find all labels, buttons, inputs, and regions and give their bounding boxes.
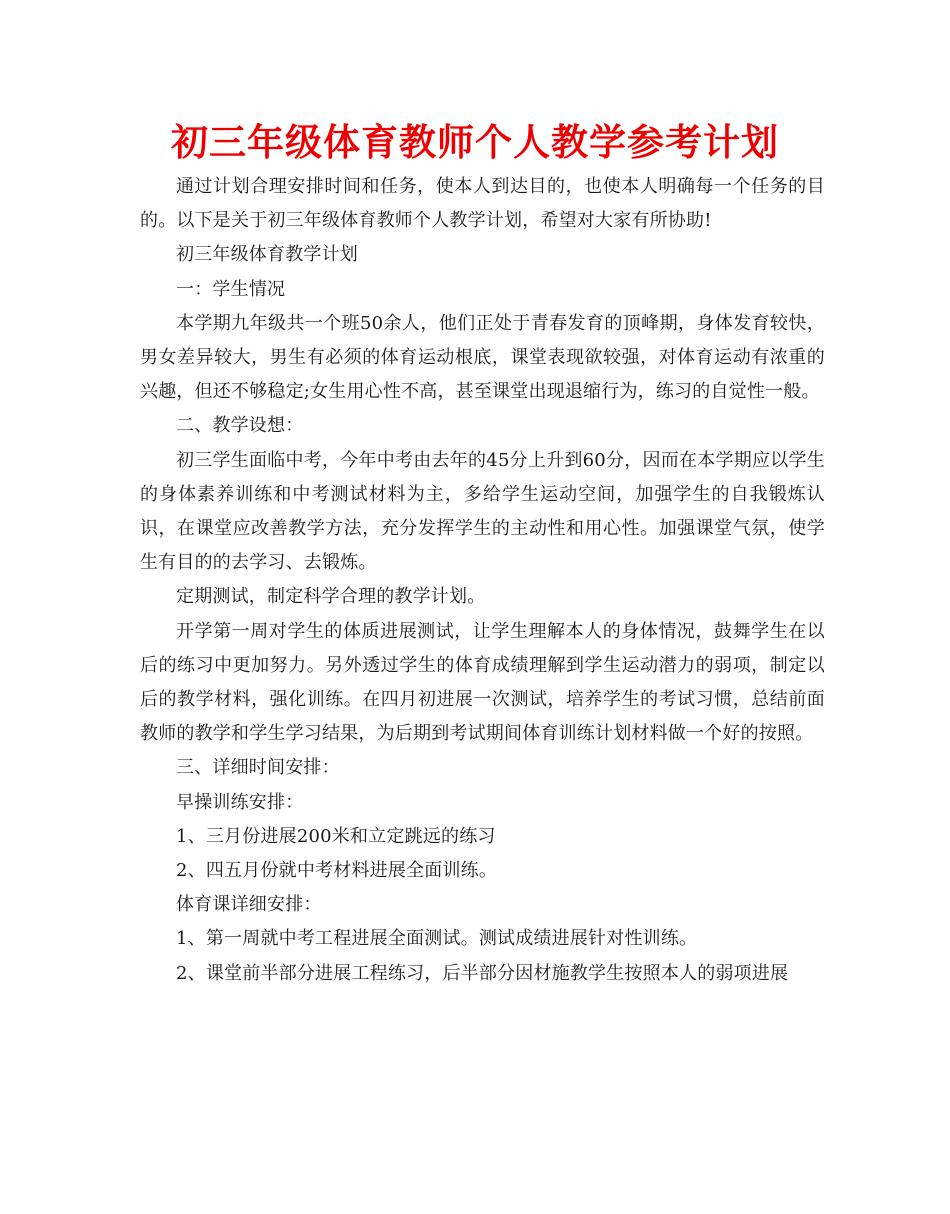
subheading-morning-training: 早操训练安排：: [176, 791, 304, 813]
section-heading-schedule: 三、详细时间安排：: [176, 757, 340, 779]
paragraph-teaching-idea: 初三学生面临中考，今年中考由去年的45分上升到60分，因而在本学期应以学生的身体素养训练和中考测试材料为主，多给学生运动空间，加强学生的自我锻炼认识，在课堂应改善教学方法，充分发挥学生的主动性和用心性。加强课堂气氛，使学生有目的的去学习、去锻炼。: [140, 449, 825, 574]
list-item: 1、第一周就中考工程进展全面测试。测试成绩进展针对性训练。: [176, 928, 698, 950]
list-item: 2、四五月份就中考材料进展全面训练。: [176, 860, 498, 882]
paragraph-first-week-test: 开学第一周对学生的体质进展测试，让学生理解本人的身体情况，鼓舞学生在以后的练习中更加努力。另外透过学生的体育成绩理解到学生运动潜力的弱项，制定以后的教学材料，强化训练。在四月初进展一次测试，培养学生的考试习惯，总结前面教师的教学和学生学习结果，为后期到考试期间体育训练计划材料做一个好的按照。: [140, 620, 825, 745]
list-item: 1、三月份进展200米和立定跳远的练习: [176, 825, 496, 847]
list-item: 2、课堂前半部分进展工程练习，后半部分因材施教学生按照本人的弱项进展: [176, 962, 789, 984]
subheading-pe-class: 体育课详细安排：: [176, 894, 322, 916]
paragraph-regular-tests: 定期测试，制定科学合理的教学计划。: [176, 586, 486, 608]
document-title: 初三年级体育教师个人教学参考计划: [171, 121, 779, 164]
paragraph-students: 本学期九年级共一个班50余人，他们正处于青春发育的顶峰期，身体发育较快，男女差异较大，男生有必须的体育运动根底，课堂表现欲较强，对体育运动有浓重的兴趣，但还不够稳定;女生用心性不高，甚至课堂出现退缩行为，练习的自觉性一般。: [140, 312, 825, 403]
paragraph-intro: 通过计划合理安排时间和任务，使本人到达目的，也使本人明确每一个任务的目的。以下是关于初三年级体育教师个人教学计划，希望对大家有所协助!: [140, 176, 825, 232]
paragraph-plan-heading: 初三年级体育教学计划: [176, 244, 358, 266]
section-heading-teaching-idea: 二、教学设想：: [176, 415, 304, 437]
section-heading-students: 一：学生情况: [176, 278, 286, 300]
document-body: [140, 170, 825, 991]
